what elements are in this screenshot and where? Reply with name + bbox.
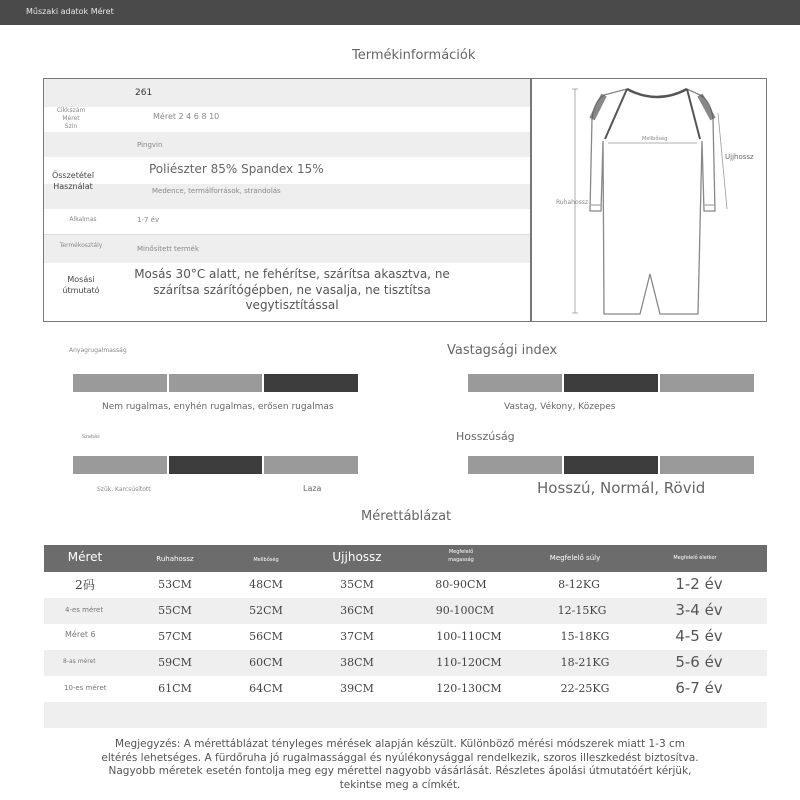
header-sleeve: Ujjhossz [332,550,382,564]
cell-length: 59CM [158,656,192,669]
elasticity-title: Anyagrugalmasság [69,347,127,354]
usage-value: Medence, termálforrások, strandolás [152,187,281,195]
cell-sleeve: 37CM [340,630,374,643]
size-list: Méret 2 4 6 8 10 [153,112,220,121]
cell-size: 8-as méret [63,658,96,665]
cell-age: 4-5 év [675,627,723,645]
cell-age: 3-4 év [675,601,723,619]
cell-age: 6-7 év [675,679,723,697]
cell-length: 53CM [158,578,192,591]
table-row [44,598,767,624]
info-label-class [46,242,116,250]
info-row-shade [44,132,530,157]
length-bar-segment [468,456,562,474]
info-label-id [46,107,96,131]
info-row-shade [44,184,530,209]
article-number: 261 [135,88,153,98]
swimsuit-illustration [532,79,765,320]
product-info-title: Termékinformációk [352,48,476,63]
elasticity-labels: Nem rugalmas, enyhén rugalmas, erősen rugalmas [102,402,334,412]
cell-size: Méret 6 [65,630,96,639]
garment-diagram-panel [531,78,767,322]
header-size: Méret [67,550,103,564]
header-weight: Megfelelő súly [549,554,601,562]
info-label-text: Termékosztály [59,242,103,249]
cell-height: 90-100CM [435,604,495,617]
elasticity-bar-segment [169,374,262,392]
cell-age: 1-2 év [675,575,723,593]
cell-length: 55CM [158,604,192,617]
cell-weight: 8-12KG [558,578,600,591]
cell-sleeve: 39CM [340,682,374,695]
length-title: Hosszúság [456,430,515,443]
header-height: Megfelelő magasság [448,549,474,563]
length-bar-segment-active [564,456,658,474]
size-note: Megjegyzés: A mérettáblázat tényleges mérések alapján készült. Különböző mérési módszerek miatt 1-3 cm eltérés lehetséges. A fürdőruha jó rugalmassággal és nyúlékonysággal rendelkezik, szoros illeszkedést biztosítva. Nagyobb méretek esetén fontolja meg egy mérettel nagyobb vásárlását. Részletes ápolási útmutatóért kérjük, tekintse meg a címkét. [101,738,699,791]
info-label-composition [45,171,101,193]
cell-length: 61CM [158,682,192,695]
info-row-shade [44,79,530,107]
fit-bar-segment-active [169,456,262,474]
length-labels: Hosszú, Normál, Rövid [537,479,706,497]
length-label: Ruhahossz [556,199,589,206]
info-label-text: Összetétel Használat [51,171,95,191]
fit-label-left: Szűk, Karcsúsított [97,486,151,493]
cell-chest: 64CM [249,682,283,695]
cell-height: 110-120CM [436,656,502,669]
cell-size: 10-es méret [64,684,107,692]
table-row [44,650,767,676]
table-row [44,572,767,598]
cell-chest: 60CM [249,656,283,669]
cell-weight: 22-25KG [560,682,610,695]
info-label-text: Cikkszám Méret Szín [56,107,86,131]
thickness-bar-segment [468,374,562,392]
cell-weight: 12-15KG [557,604,607,617]
cell-weight: 15-18KG [560,630,610,643]
table-row [44,676,767,702]
header-title: Műszaki adatok Méret [26,7,114,16]
elasticity-bar-segment [73,374,167,392]
product-info-panel [43,78,531,322]
thickness-labels: Vastag, Vékony, Közepes [504,402,616,412]
cell-sleeve: 38CM [340,656,374,669]
info-row-shade [44,235,530,263]
table-row-empty [44,702,767,728]
cell-length: 57CM [158,630,192,643]
elasticity-bar-segment-active [264,374,358,392]
table-row [44,624,767,650]
info-label-text: Alkalmas [69,216,97,223]
length-bar-segment [660,456,754,474]
cell-height: 100-110CM [436,630,502,643]
fit-bar-segment [73,456,167,474]
thickness-bar-segment [660,374,754,392]
fit-label-right: Laza [303,484,322,493]
product-class-value: Minősített termék [137,245,200,253]
cell-sleeve: 36CM [340,604,374,617]
sleeve-label: Ujjhossz [725,153,754,161]
cell-height: 80-90CM [435,578,487,591]
suitable-age-value: 1-7 év [137,216,160,224]
cell-weight: 18-21KG [560,656,610,669]
cell-sleeve: 35CM [340,578,374,591]
top-bar [0,0,800,25]
cell-age: 5-6 év [675,653,723,671]
chest-label: Mellbőség [642,136,668,142]
thickness-title: Vastagsági index [447,343,558,358]
cell-size: 4-es méret [65,606,104,614]
header-length: Ruhahossz [156,555,194,563]
info-label-text: Mosási útmutató [62,275,100,295]
composition-value: Poliészter 85% Spandex 15% [149,162,324,176]
info-label-washing [46,275,116,297]
info-label-suitable [46,216,120,224]
cell-height: 120-130CM [436,682,502,695]
cell-chest: 56CM [249,630,283,643]
washing-value: Mosás 30°C alatt, ne fehérítse, szárítsa akasztva, ne szárítsa szárítógépben, ne vasalja, ne tisztítsa vegytisztítással [134,267,450,313]
thickness-bar-segment-active [564,374,658,392]
header-age: Megfelelő életkor [673,555,717,561]
fit-title: Szabás [82,434,100,440]
cell-chest: 52CM [249,604,283,617]
size-table-title: Mérettáblázat [361,509,452,524]
header-chest: Mellbőség [253,557,279,563]
color-value: Pingvin [137,141,163,149]
cell-size: 2码 [75,578,95,592]
cell-chest: 48CM [249,578,283,591]
size-table-header [44,545,767,572]
fit-bar-segment [264,456,358,474]
